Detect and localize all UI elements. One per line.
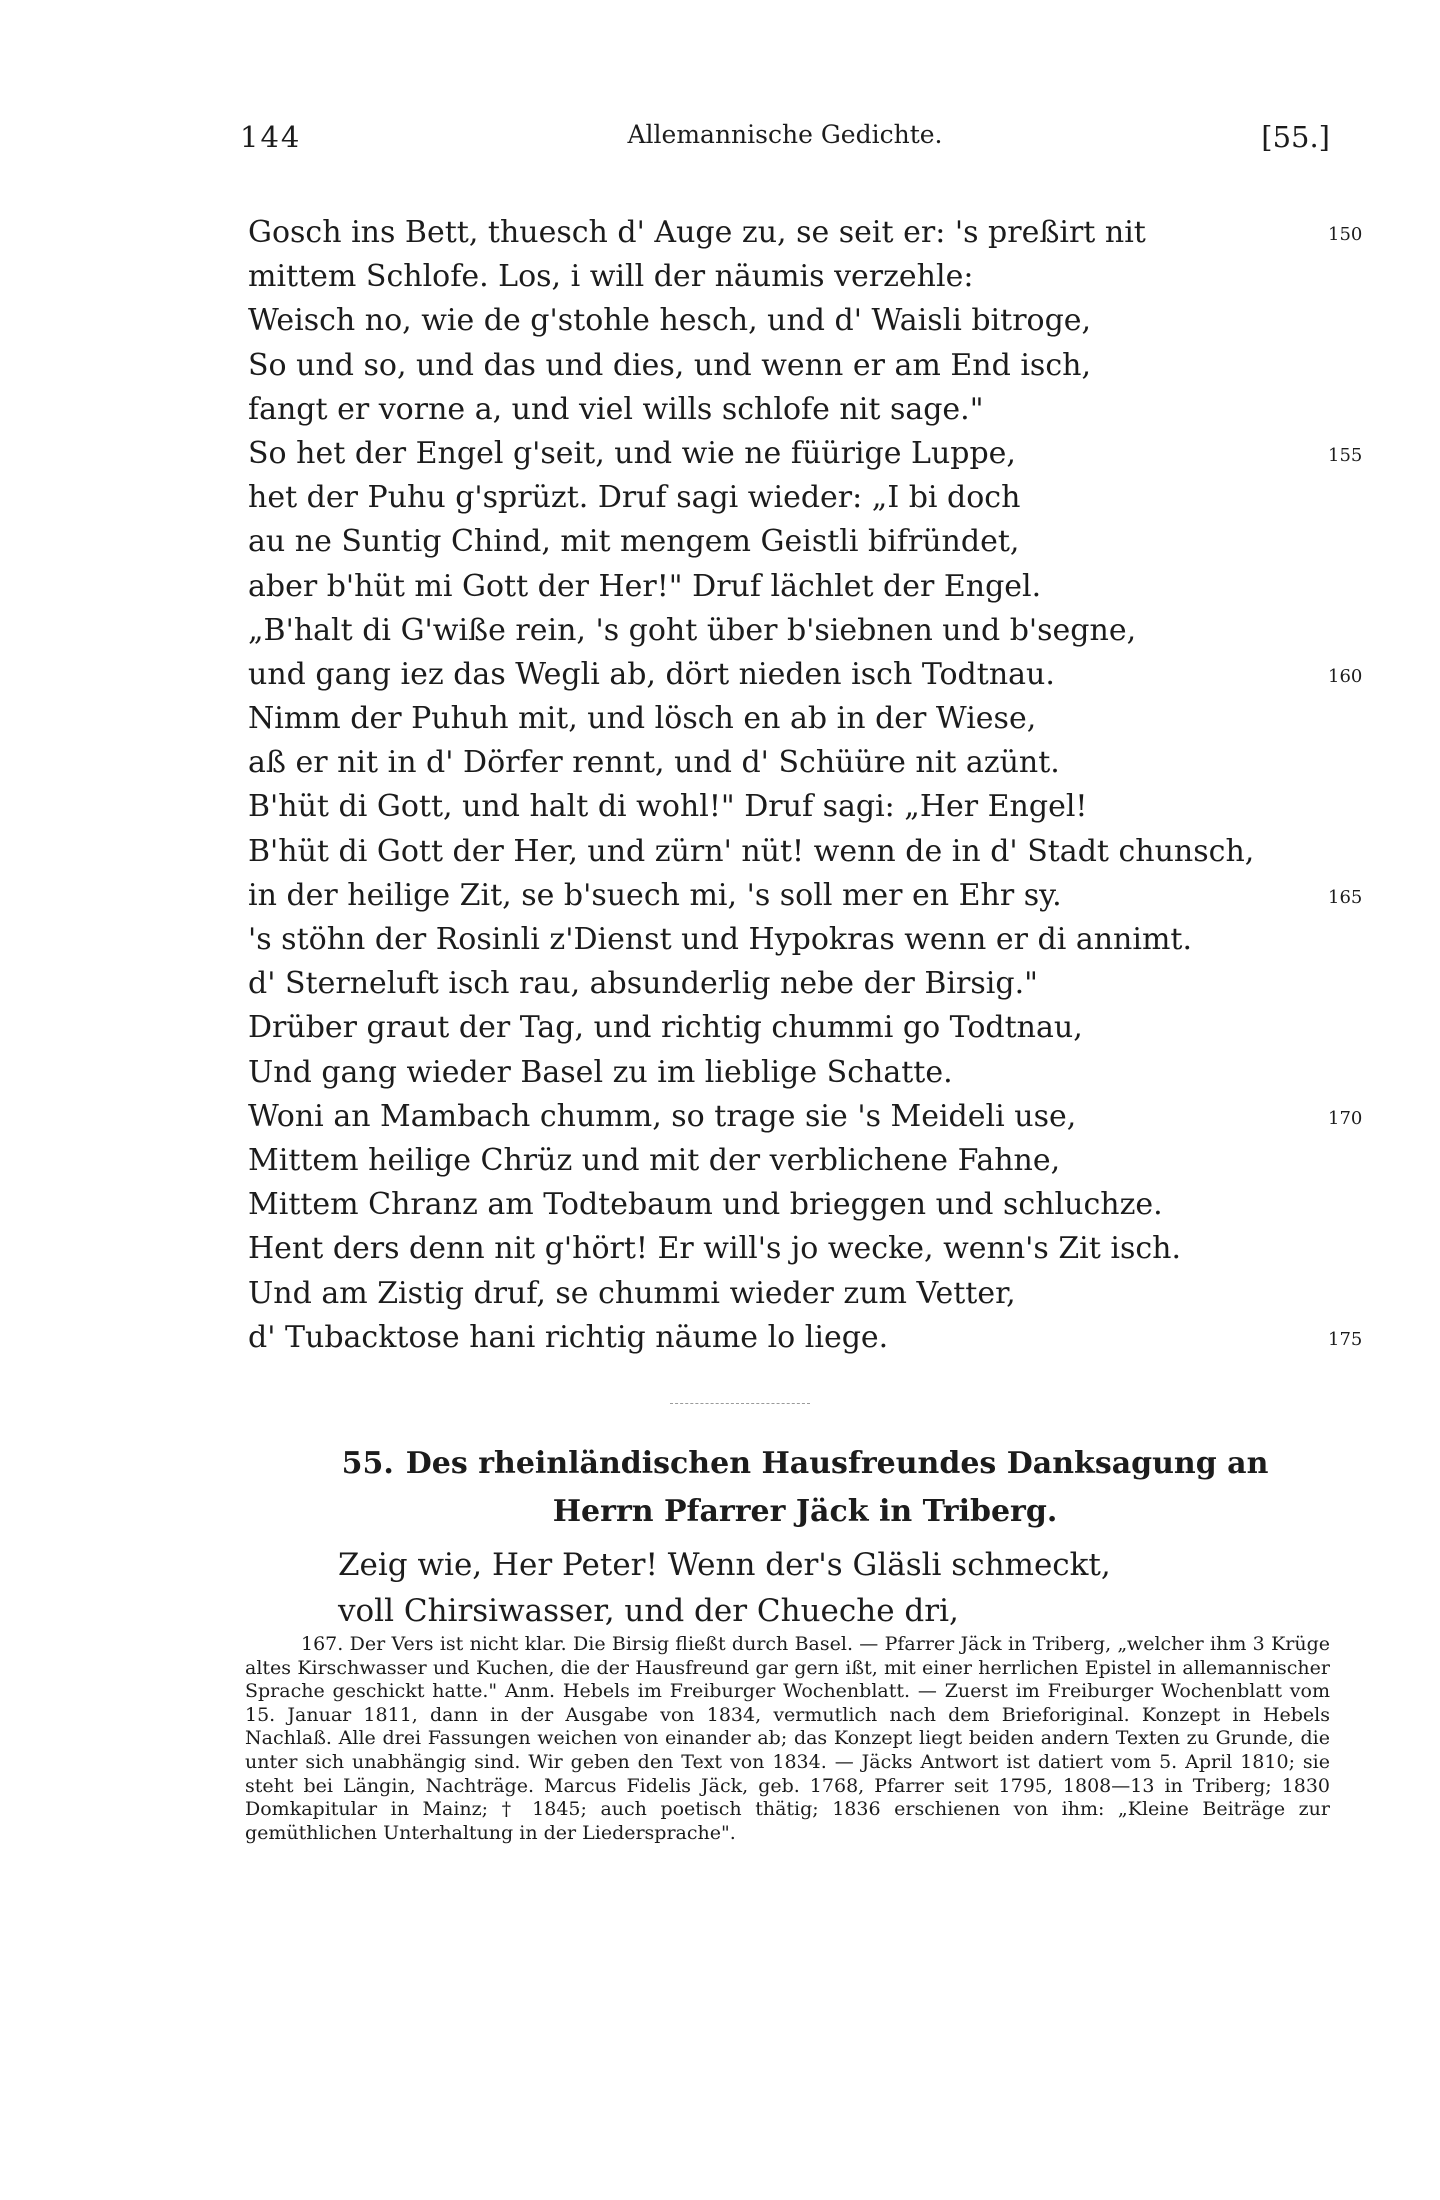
verse-text: So und so, und das und dies, und wenn er am End isch, bbox=[248, 347, 1091, 383]
verse-line bbox=[248, 299, 1378, 343]
verse-text: Weisch no, wie de g'stohle hesch, und d' Waisli bitroge, bbox=[248, 303, 1092, 339]
poem-54-continuation bbox=[248, 211, 1378, 1360]
footnote-paragraph: 167. Der Vers ist nicht klar. Die Birsig fließt durch Basel. — Pfarrer Jäck in Triberg, „welcher ihm 3 Krüge altes Kirschwasser und Kuchen, die der Hausfreund gar gern ißt, mit einer herrlichen Epistel in allemannischer Sprache geschickt hatte." Anm. Hebels im Freiburger Wochenblatt. — Zuerst im Freiburger Wochenblatt vom 15. Januar 1811, dann in der Ausgabe von 1834, vermutlich nach dem Brieforiginal. Konzept in Hebels Nachlaß. Alle drei Fassungen weichen von einander ab; das Konzept liegt beiden andern Texten zu Grunde, die unter sich unabhängig sind. Wir geben den Text von 1834. — Jäcks Antwort ist datiert vom 5. April 1810; sie steht bei Längin, Nachträge. Marcus Fidelis Jäck, geb. 1768, Pfarrer seit 1795, 1808—13 in Triberg; 1830 Domkapitular in Mainz; † 1845; auch poetisch thätig; 1836 erschienen von ihm: „Kleine Beiträge zur gemüthlichen Unterhaltung in der Liedersprache". bbox=[245, 1633, 1330, 1844]
verse-text: het der Puhu g'sprüzt. Druf sagi wieder: „I bi doch bbox=[248, 480, 1021, 516]
verse-line bbox=[248, 918, 1378, 962]
verse-line bbox=[248, 1006, 1378, 1050]
verse-line bbox=[248, 255, 1378, 299]
verse-text: Nimm der Puhuh mit, und lösch en ab in der Wiese, bbox=[248, 701, 1037, 737]
poem-separator bbox=[670, 1403, 810, 1404]
poem-55-opening bbox=[338, 1542, 1338, 1634]
verse-text: Drüber graut der Tag, und richtig chummi go Todtnau, bbox=[248, 1010, 1083, 1046]
verse-text: fangt er vorne a, und viel wills schlofe nit sage." bbox=[248, 391, 984, 427]
poem-heading bbox=[290, 1440, 1320, 1536]
verse-text: B'hüt di Gott, und halt di wohl!" Druf sagi: „Her Engel! bbox=[248, 789, 1088, 825]
verse-text: Woni an Mambach chumm, so trage sie 's Meideli use, bbox=[248, 1098, 1077, 1134]
verse-line bbox=[248, 874, 1378, 918]
verse-line bbox=[248, 432, 1378, 476]
verse-text: d' Tubacktose hani richtig näume lo liege. bbox=[248, 1319, 889, 1355]
verse-line bbox=[248, 1095, 1378, 1139]
verse-line bbox=[248, 344, 1378, 388]
verse-line bbox=[248, 962, 1378, 1006]
verse-line bbox=[248, 741, 1378, 785]
verse-text: und gang iez das Wegli ab, dört nieden isch Todtnau. bbox=[248, 656, 1055, 692]
verse-line bbox=[248, 830, 1378, 874]
verse-text: Mittem Chranz am Todtebaum und brieggen und schluchze. bbox=[248, 1187, 1163, 1223]
verse-line bbox=[248, 476, 1378, 520]
verse-text: aß er nit in d' Dörfer rennt, und d' Schüüre nit azünt. bbox=[248, 745, 1060, 781]
verse-line bbox=[248, 609, 1378, 653]
verse-line bbox=[248, 1139, 1378, 1183]
verse-text: au ne Suntig Chind, mit mengem Geistli bifründet, bbox=[248, 524, 1020, 560]
verse-line: voll Chirsiwasser, und der Chueche dri, bbox=[338, 1593, 959, 1629]
verse-text: So het der Engel g'seit, und wie ne füürige Luppe, bbox=[248, 435, 1016, 471]
line-number: 165 bbox=[1328, 886, 1363, 908]
verse-text: in der heilige Zit, se b'suech mi, 's soll mer en Ehr sy. bbox=[248, 877, 1062, 913]
verse-line bbox=[248, 565, 1378, 609]
verse-text: B'hüt di Gott der Her, und zürn' nüt! wenn de in d' Stadt chunsch, bbox=[248, 833, 1255, 869]
verse-text: Und am Zistig druf, se chummi wieder zum Vetter, bbox=[248, 1275, 1016, 1311]
verse-line bbox=[248, 1227, 1378, 1271]
verse-line: Zeig wie, Her Peter! Wenn der's Gläsli schmeckt, bbox=[338, 1547, 1111, 1583]
line-number: 160 bbox=[1328, 665, 1363, 687]
verse-line bbox=[248, 785, 1378, 829]
verse-text: d' Sterneluft isch rau, absunderlig nebe der Birsig." bbox=[248, 966, 1038, 1002]
verse-text: aber b'hüt mi Gott der Her!" Druf lächlet der Engel. bbox=[248, 568, 1042, 604]
line-number: 175 bbox=[1328, 1328, 1363, 1350]
verse-line bbox=[248, 1272, 1378, 1316]
line-number: 150 bbox=[1328, 224, 1363, 245]
running-title: Allemannische Gedichte. bbox=[627, 120, 943, 149]
poem-number: 55. bbox=[341, 1446, 394, 1481]
poem-title: Des rheinländischen Hausfreundes Danksagung an Herrn Pfarrer Jäck in Triberg. bbox=[405, 1446, 1269, 1529]
footnotes bbox=[245, 1633, 1330, 1845]
verse-text: mittem Schlofe. Los, i will der näumis verzehle: bbox=[248, 259, 974, 295]
verse-line bbox=[248, 520, 1378, 564]
line-number: 155 bbox=[1328, 444, 1363, 466]
verse-line bbox=[248, 388, 1378, 432]
verse-text: 's stöhn der Rosinli z'Dienst und Hypokras wenn er di annimt. bbox=[248, 922, 1192, 957]
verse-text: Und gang wieder Basel zu im lieblige Schatte. bbox=[248, 1054, 953, 1090]
verse-line bbox=[248, 697, 1378, 741]
verse-line bbox=[248, 1051, 1378, 1095]
page-header bbox=[240, 120, 1330, 170]
verse-line bbox=[248, 211, 1378, 255]
section-reference: [55.] bbox=[1261, 120, 1330, 154]
verse-text: Mittem heilige Chrüz und mit der verblichene Fahne, bbox=[248, 1142, 1061, 1178]
verse-text: „B'halt di G'wiße rein, 's goht über b'siebnen und b'segne, bbox=[248, 612, 1137, 648]
verse-line bbox=[248, 653, 1378, 697]
line-number: 170 bbox=[1328, 1107, 1363, 1129]
verse-line bbox=[248, 1316, 1378, 1360]
verse-line bbox=[248, 1183, 1378, 1227]
verse-text: Gosch ins Bett, thuesch d' Auge zu, se seit er: 's preßirt nit bbox=[248, 215, 1146, 250]
verse-text: Hent ders denn nit g'hört! Er will's jo wecke, wenn's Zit isch. bbox=[248, 1231, 1182, 1267]
page-number: 144 bbox=[240, 120, 302, 154]
